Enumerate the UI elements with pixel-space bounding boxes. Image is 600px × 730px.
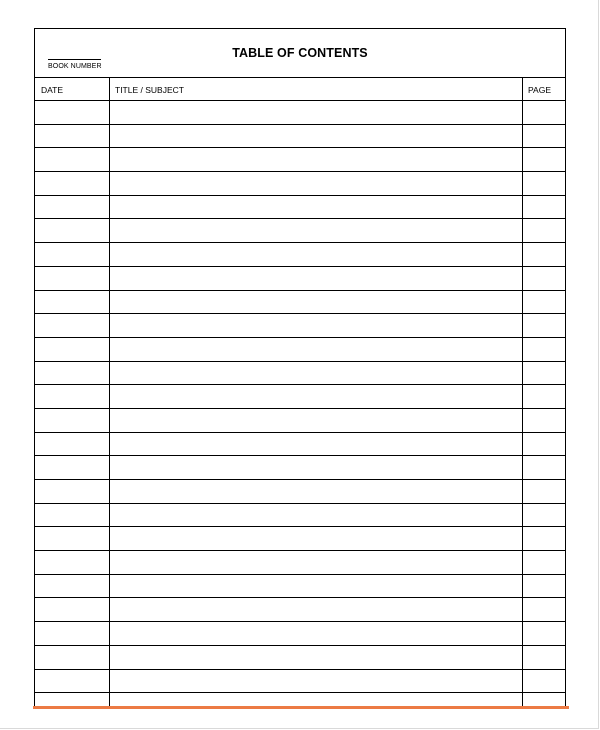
table-row <box>35 291 565 315</box>
column-header-page: PAGE <box>528 85 551 95</box>
date-cell <box>35 670 109 693</box>
page-cell <box>523 598 565 621</box>
table-row <box>35 670 565 694</box>
title-subject-cell <box>110 504 522 527</box>
date-cell <box>35 598 109 621</box>
table-row <box>35 622 565 646</box>
title-subject-cell <box>110 575 522 598</box>
page-cell <box>523 314 565 337</box>
title-subject-cell <box>110 267 522 290</box>
date-cell <box>35 314 109 337</box>
date-cell <box>35 575 109 598</box>
table-row <box>35 243 565 267</box>
page-cell <box>523 409 565 432</box>
table-row <box>35 362 565 386</box>
column-header-date: DATE <box>41 85 64 95</box>
page-cell <box>523 338 565 361</box>
table-row <box>35 409 565 433</box>
date-cell <box>35 172 109 195</box>
toc-sheet <box>34 28 566 708</box>
date-cell <box>35 362 109 385</box>
page-cell <box>523 480 565 503</box>
page-cell <box>523 551 565 574</box>
title-subject-cell <box>110 291 522 314</box>
date-cell <box>35 125 109 148</box>
title-subject-cell <box>110 622 522 645</box>
title-subject-cell <box>110 338 522 361</box>
page-cell <box>523 219 565 242</box>
toc-header <box>35 29 565 78</box>
page-cell <box>523 646 565 669</box>
title-subject-cell <box>110 196 522 219</box>
page-cell <box>523 527 565 550</box>
table-row <box>35 646 565 670</box>
table-row <box>35 504 565 528</box>
title-subject-cell <box>110 219 522 242</box>
title-subject-cell <box>110 101 522 124</box>
date-cell <box>35 504 109 527</box>
date-cell <box>35 101 109 124</box>
title-subject-cell <box>110 646 522 669</box>
title-subject-cell <box>110 243 522 266</box>
title-subject-cell <box>110 527 522 550</box>
date-cell <box>35 267 109 290</box>
title-subject-cell <box>110 551 522 574</box>
date-cell <box>35 243 109 266</box>
table-row <box>35 267 565 291</box>
page-cell <box>523 101 565 124</box>
table-row <box>35 480 565 504</box>
title-subject-cell <box>110 172 522 195</box>
title-subject-cell <box>110 433 522 456</box>
table-row <box>35 338 565 362</box>
date-cell <box>35 291 109 314</box>
column-header-title-subject: TITLE / SUBJECT <box>115 85 184 95</box>
table-row <box>35 196 565 220</box>
page-cell <box>523 291 565 314</box>
table-row <box>35 314 565 338</box>
date-cell <box>35 622 109 645</box>
title-subject-cell <box>110 314 522 337</box>
title-subject-cell <box>110 148 522 171</box>
table-row <box>35 575 565 599</box>
footer-accent-rule <box>33 706 569 709</box>
table-row <box>35 527 565 551</box>
column-header-row <box>35 78 565 101</box>
title-subject-cell <box>110 385 522 408</box>
page-cell <box>523 456 565 479</box>
date-cell <box>35 196 109 219</box>
title-subject-cell <box>110 670 522 693</box>
table-row <box>35 172 565 196</box>
page-cell <box>523 385 565 408</box>
title-subject-cell <box>110 125 522 148</box>
date-cell <box>35 646 109 669</box>
date-cell <box>35 527 109 550</box>
page-cell <box>523 267 565 290</box>
table-row <box>35 101 565 125</box>
date-cell <box>35 219 109 242</box>
title-subject-cell <box>110 480 522 503</box>
title-subject-cell <box>110 362 522 385</box>
title-subject-cell <box>110 409 522 432</box>
page-cell <box>523 622 565 645</box>
date-cell <box>35 148 109 171</box>
page-cell <box>523 433 565 456</box>
date-cell <box>35 433 109 456</box>
page-cell <box>523 196 565 219</box>
table-row <box>35 433 565 457</box>
date-cell <box>35 456 109 479</box>
page-cell <box>523 125 565 148</box>
page-cell <box>523 575 565 598</box>
title-subject-cell <box>110 598 522 621</box>
table-row <box>35 385 565 409</box>
date-cell <box>35 338 109 361</box>
date-cell <box>35 551 109 574</box>
table-row <box>35 456 565 480</box>
page-cell <box>523 362 565 385</box>
book-number-label: BOOK NUMBER <box>48 63 102 70</box>
date-cell <box>35 385 109 408</box>
date-cell <box>35 480 109 503</box>
page-cell <box>523 243 565 266</box>
date-cell <box>35 409 109 432</box>
table-row <box>35 125 565 149</box>
page-cell <box>523 172 565 195</box>
page-cell <box>523 148 565 171</box>
toc-rows <box>35 101 565 708</box>
table-row <box>35 148 565 172</box>
title-subject-cell <box>110 456 522 479</box>
page-cell <box>523 670 565 693</box>
table-row <box>35 551 565 575</box>
table-row <box>35 219 565 243</box>
table-row <box>35 598 565 622</box>
page-cell <box>523 504 565 527</box>
page-title: TABLE OF CONTENTS <box>232 46 368 60</box>
